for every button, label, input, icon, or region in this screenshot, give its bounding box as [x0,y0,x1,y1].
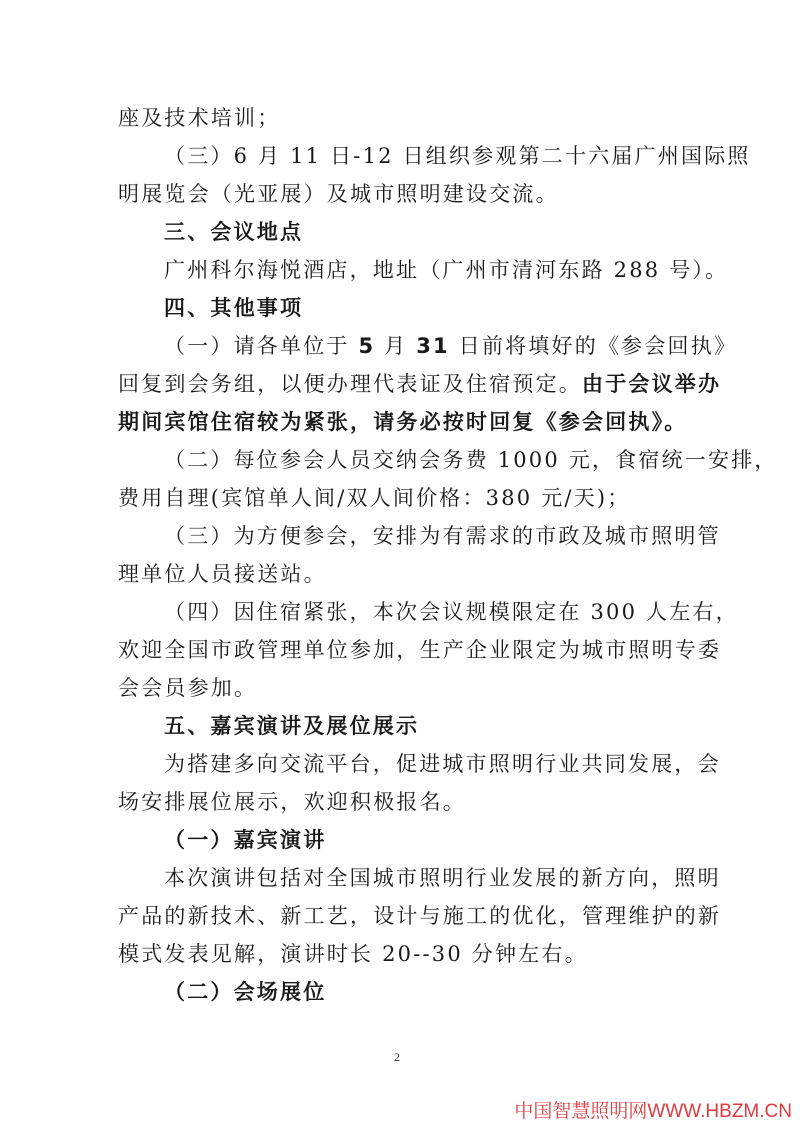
subheading-guest-speeches: （一）嘉宾演讲 [164,828,327,852]
day-value: 31 [416,334,450,358]
text-line-item4-scale: （四）因住宿紧张，本次会议规模限定在 300 人左右， [164,600,739,624]
emphasis-fragment: 由于会议举办 [582,372,722,396]
text-line-venue-address: 广州科尔海悦酒店，地址（广州市清河东路 288 号）。 [164,258,729,282]
text-fragment: 月 [375,334,417,358]
text-line-item3-visit-cont: 明展览会（光亚展）及城市照明建设交流。 [118,182,559,206]
text-line-item1-emphasis: 期间宾馆住宿较为紧张，请务必按时回复《参会回执》。 [118,410,688,434]
text-line-item1-reply [164,333,737,359]
watermark: 中国智慧照明网WWW.HBZM.CN [514,1101,792,1122]
text-line-speech-topics: 本次演讲包括对全国城市照明行业发展的新方向，照明 [164,866,721,890]
text-line-speech-topics-cont: 产品的新技术、新工艺，设计与施工的优化，管理维护的新 [118,904,722,928]
text-line-item2-fee: （二）每位参会人员交纳会务费 1000 元，食宿统一安排， [164,448,778,472]
subheading-venue-booths: （二）会场展位 [164,980,327,1004]
section-heading-other-matters: 四、其他事项 [164,296,304,320]
section-heading-speeches-exhibits: 五、嘉宾演讲及展位展示 [164,714,420,738]
page-number: 2 [394,1050,400,1064]
text-line-item3-visit: （三）6 月 11 日-12 日组织参观第二十六届广州国际照 [164,144,751,168]
text-line-item2-fee-cont: 费用自理(宾馆单人间/双人间价格：380 元/天)； [118,486,631,510]
text-line-item4-scale-cont: 欢迎全国市政管理单位参加，生产企业限定为城市照明专委 [118,638,722,662]
text-line-item3-transfer: （三）为方便参会，安排为有需求的市政及城市照明管 [164,524,721,548]
text-line-training-cont: 座及技术培训； [118,106,281,130]
text-line-item3-transfer-cont: 理单位人员接送站。 [118,562,327,586]
month-value: 5 [358,334,376,358]
text-line-item1-reply-cont [118,371,721,397]
section-heading-venue: 三、会议地点 [164,220,304,244]
text-fragment: 回复到会务组，以便办理代表证及住宿预定。 [118,372,582,396]
text-line-platform: 为搭建多向交流平台，促进城市照明行业共同发展，会 [164,752,721,776]
text-line-item4-scale-end: 会会员参加。 [118,676,258,700]
text-line-speech-duration: 模式发表见解，演讲时长 20--30 分钟左右。 [118,942,588,966]
text-fragment: （一）请各单位于 [164,334,359,358]
text-line-platform-cont: 场安排展位展示，欢迎积极报名。 [118,790,466,814]
text-fragment: 日前将填好的《参会回执》 [449,334,738,358]
